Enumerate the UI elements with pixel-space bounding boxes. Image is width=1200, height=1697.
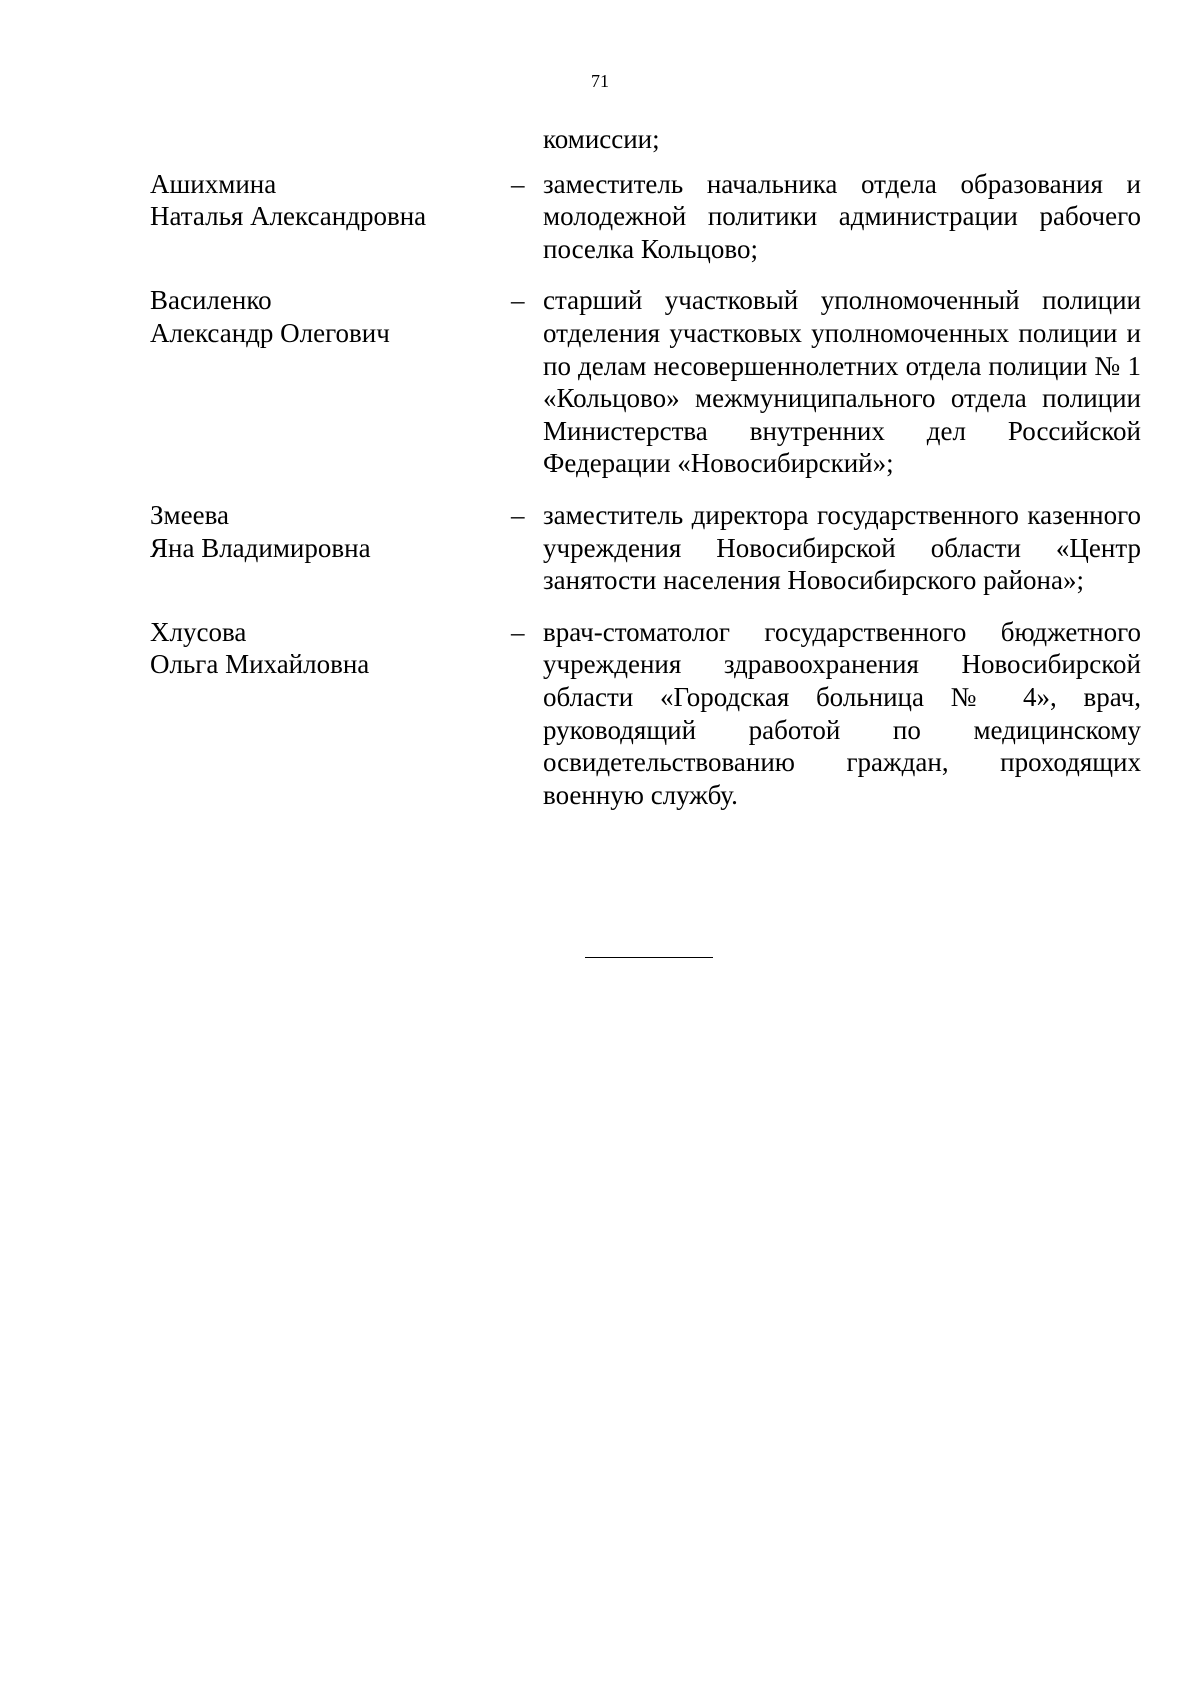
closing-rule [585,957,713,958]
member-entry [150,168,1141,266]
member-surname: Василенко [150,285,272,316]
member-name [150,499,511,597]
member-given-names: Александр Олегович [150,317,390,348]
continuation-text: комиссии; [543,124,660,154]
member-entry [150,284,1141,480]
member-surname: Хлусова [150,616,247,647]
dash-separator: – [511,616,525,647]
member-given-names: Ольга Михайловна [150,649,370,680]
member-surname: Ашихмина [150,168,277,199]
member-given-names: Яна Владимировна [150,532,371,563]
member-name [150,616,511,812]
member-name [150,284,511,480]
member-position: заместитель директора государственного казенного учреждения Новосибирской области «Центр занятости населения Новосибирского района»; [543,499,1141,596]
dash-separator: – [511,168,525,199]
member-surname: Змеева [150,499,229,530]
dash-separator: – [511,499,525,530]
member-position: заместитель начальника отдела образования и молодежной политики администрации рабочего поселка Кольцово; [543,168,1141,264]
member-entry [150,616,1141,812]
member-entry [150,499,1141,597]
dash-separator: – [511,285,525,316]
member-position: врач-стоматолог государственного бюджетного учреждения здравоохранения Новосибирской области «Городская больница № 4», врач, руководящий работой по медицинскому освидетельствованию граждан, проходящих военную службу. [543,616,1141,810]
commission-member-list [150,123,1141,830]
page-number: 71 [591,71,609,91]
member-given-names: Наталья Александровна [150,201,427,232]
member-name [150,168,511,266]
member-position: старший участковый уполномоченный полиции отделения участковых уполномоченных полиции и по делам несовершеннолетних отдела полиции № 1 «Кольцово» межмуниципального отдела полиции Министерства внутренних дел Российской Федерации «Новосибирский»; [543,285,1141,479]
